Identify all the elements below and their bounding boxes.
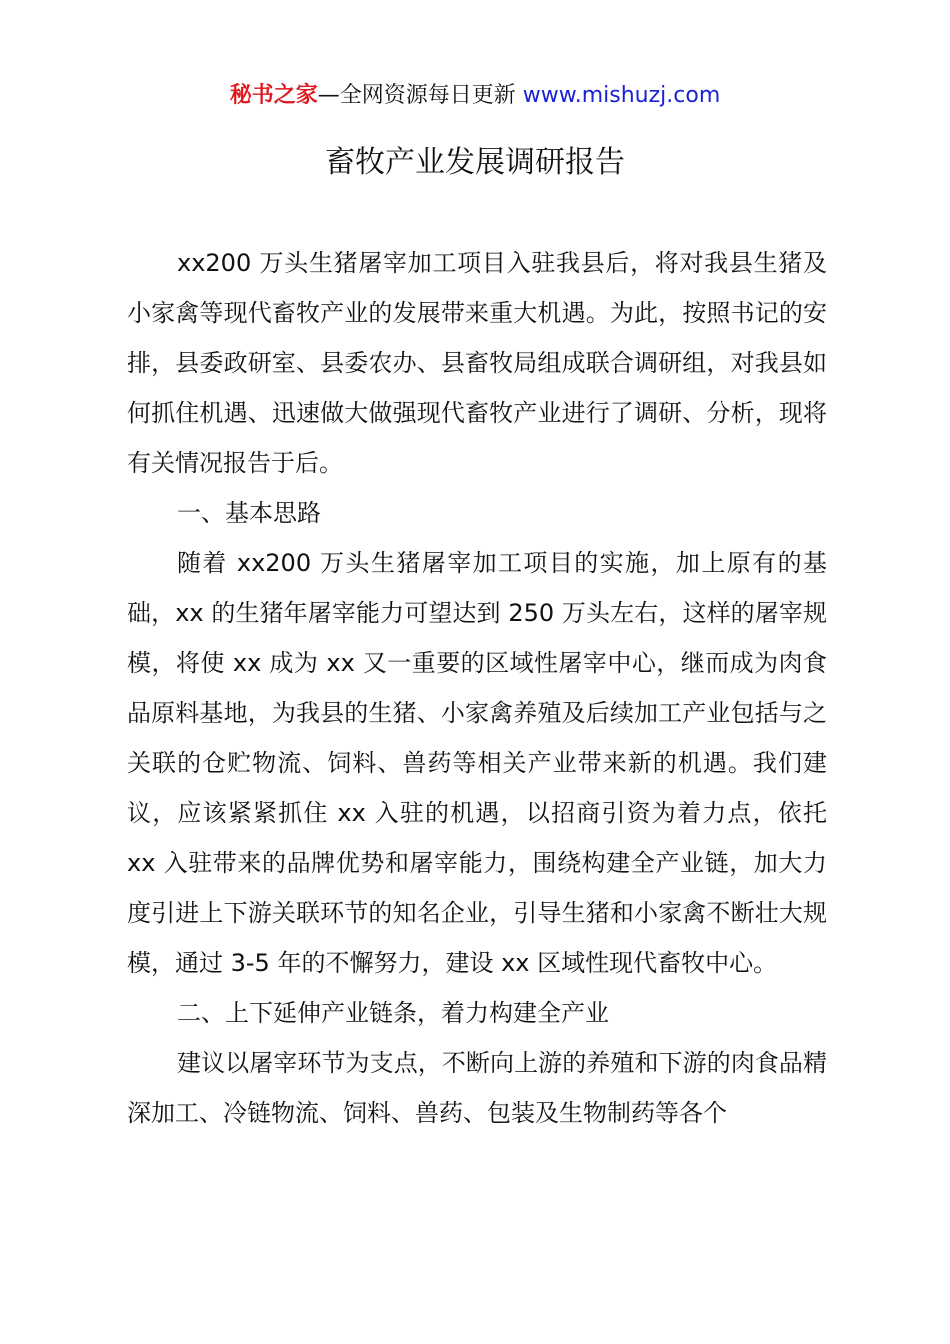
section-heading-2: 二、上下延伸产业链条，着力构建全产业	[177, 999, 609, 1027]
site-url-link[interactable]: www.mishuzj.com	[522, 83, 721, 108]
paragraph-intro: xx200 万头生猪屠宰加工项目入驻我县后，将对我县生猪及小家禽等现代畜牧产业的发展带来重大机遇。为此，按照书记的安排，县委政研室、县委农办、县畜牧局组成联合调研组，对我县如何抓住机遇、迅速做大做强现代畜牧产业进行了调研、分析，现将有关情况报告于后。	[127, 249, 827, 477]
site-header	[0, 80, 950, 112]
document-body	[127, 238, 827, 1138]
paragraph-industry-chain: 建议以屠宰环节为支点，不断向上游的养殖和下游的肉食品精深加工、冷链物流、饲料、兽药、包装及生物制药等各个	[127, 1049, 827, 1127]
document-title: 畜牧产业发展调研报告	[325, 145, 625, 180]
section-heading-1: 一、基本思路	[177, 499, 321, 527]
brand-name: 秘书之家	[229, 83, 318, 108]
paragraph-basic-approach: 随着 xx200 万头生猪屠宰加工项目的实施，加上原有的基础，xx 的生猪年屠宰能力可望达到 250 万头左右，这样的屠宰规模，将使 xx 成为 xx 又一重要的区域性屠宰中心，继而成为肉食品原料基地，为我县的生猪、小家禽养殖及后续加工产业包括与之关联的仓贮物流、饲料、兽药等相关产业带来新的机遇。我们建议，应该紧紧抓住 xx 入驻的机遇，以招商引资为着力点，依托 xx 入驻带来的品牌优势和屠宰能力，围绕构建全产业链，加大力度引进上下游关联环节的知名企业，引导生猪和小家禽不断壮大规模，通过 3-5 年的不懈努力，建设 xx 区域性现代畜牧中心。	[127, 549, 827, 977]
site-slogan: —全网资源每日更新	[317, 83, 523, 108]
